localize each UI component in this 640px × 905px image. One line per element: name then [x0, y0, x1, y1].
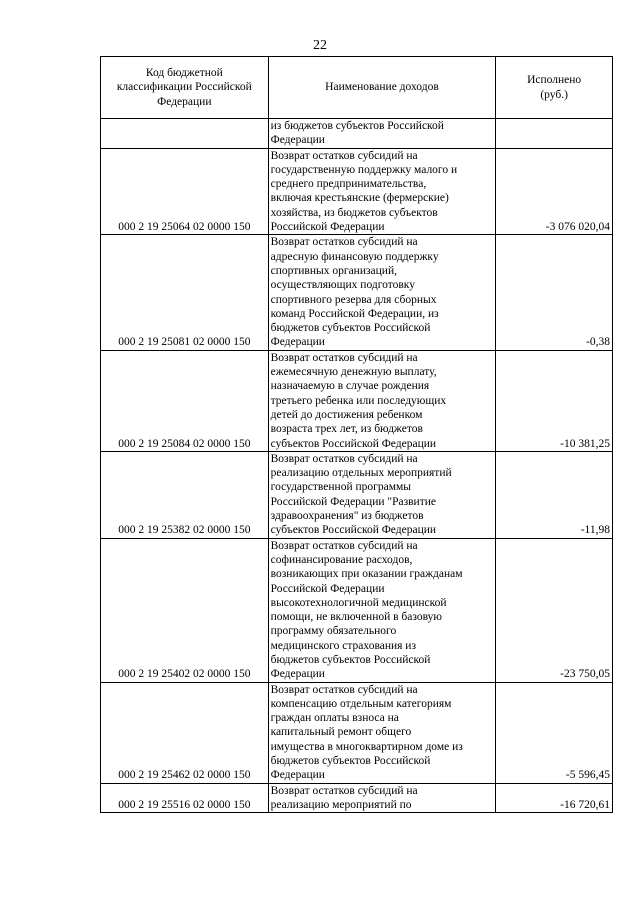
cell-name	[268, 538, 496, 682]
cell-amount: -16 720,61	[496, 783, 613, 813]
cell-amount: -10 381,25	[496, 350, 613, 451]
name-line: возраста трех лет, из бюджетов	[270, 423, 423, 436]
table-header	[101, 57, 613, 119]
name-line: Российской Федерации	[270, 582, 385, 595]
name-line: Возврат остатков субсидий на	[270, 539, 418, 552]
name-line: Российской Федерации	[270, 221, 385, 234]
cell-name	[268, 119, 496, 149]
header-code: Код бюджетной классификации Российской Федерации	[101, 57, 269, 119]
name-line: Федерации	[270, 336, 325, 349]
name-line: спортивного резерва для сборных	[270, 293, 437, 306]
table-row	[101, 148, 613, 235]
name-line: здравоохранения" из бюджетов	[270, 510, 424, 523]
name-line: из бюджетов субъектов Российской	[270, 120, 444, 132]
cell-code: 000 2 19 25081 02 0000 150	[101, 235, 269, 350]
table-row	[101, 682, 613, 783]
cell-code: 000 2 19 25064 02 0000 150	[101, 148, 269, 235]
name-line: Российской Федерации "Развитие	[270, 495, 436, 508]
name-line: бюджетов субъектов Российской	[270, 322, 431, 335]
table-row-continuation	[101, 119, 613, 149]
name-line: бюджетов субъектов Российской	[270, 755, 431, 768]
name-line: субъектов Российской Федерации	[270, 437, 437, 450]
name-line: бюджетов субъектов Российской	[270, 653, 431, 666]
cell-name	[268, 451, 496, 538]
table-row	[101, 538, 613, 682]
cell-name	[268, 350, 496, 451]
name-line: субъектов Российской Федерации	[270, 524, 437, 537]
name-line: государственную поддержку малого и	[270, 163, 458, 176]
name-line: компенсацию отдельным категориям	[270, 697, 452, 710]
name-line: спортивных организаций,	[270, 264, 397, 277]
name-line: возникающих при оказании гражданам	[270, 568, 463, 581]
name-line: граждан оплаты взноса на	[270, 712, 399, 725]
cell-amount: -0,38	[496, 235, 613, 350]
cell-code: 000 2 19 25462 02 0000 150	[101, 682, 269, 783]
name-line: ежемесячную денежную выплату,	[270, 366, 437, 379]
name-line: команд Российской Федерации, из	[270, 307, 439, 320]
name-line: третьего ребенка или последующих	[270, 394, 447, 407]
cell-name	[268, 682, 496, 783]
name-line: программу обязательного	[270, 625, 397, 638]
cell-code: 000 2 19 25084 02 0000 150	[101, 350, 269, 451]
cell-name	[268, 148, 496, 235]
name-line: высокотехнологичной медицинской	[270, 596, 447, 609]
name-line: назначаемую в случае рождения	[270, 380, 430, 393]
cell-code: 000 2 19 25402 02 0000 150	[101, 538, 269, 682]
name-line: помощи, не включенной в базовую	[270, 611, 442, 624]
name-line: включая крестьянские (фермерские)	[270, 192, 449, 205]
name-line: софинансирование расходов,	[270, 553, 413, 566]
revenue-table	[100, 56, 613, 813]
name-line: капитальный ремонт общего	[270, 726, 412, 739]
table-body	[101, 119, 613, 813]
name-line: Федерации	[270, 668, 325, 681]
name-line: Возврат остатков субсидий на	[270, 784, 418, 797]
table-row	[101, 350, 613, 451]
table-row	[101, 451, 613, 538]
name-line: имущества в многоквартирном доме из	[270, 740, 463, 753]
cell-code: 000 2 19 25382 02 0000 150	[101, 451, 269, 538]
cell-amount: -23 750,05	[496, 538, 613, 682]
name-line: Возврат остатков субсидий на	[270, 683, 418, 696]
cell-code: 000 2 19 25516 02 0000 150	[101, 783, 269, 813]
cell-amount: -3 076 020,04	[496, 148, 613, 235]
name-line: хозяйства, из бюджетов субъектов	[270, 206, 438, 219]
cell-amount: -5 596,45	[496, 682, 613, 783]
table-row	[101, 783, 613, 813]
header-name: Наименование доходов	[268, 57, 496, 119]
cell-name	[268, 235, 496, 350]
name-line: Федерации	[270, 134, 325, 147]
name-line: детей до достижения ребенком	[270, 408, 423, 421]
name-line: среднего предпринимательства,	[270, 178, 427, 191]
name-line: Федерации	[270, 769, 325, 782]
cell-amount: -11,98	[496, 451, 613, 538]
table-row	[101, 235, 613, 350]
name-line: Возврат остатков субсидий на	[270, 351, 418, 364]
name-line: Возврат остатков субсидий на	[270, 236, 418, 249]
name-line: реализацию мероприятий по	[270, 798, 412, 811]
name-line: государственной программы	[270, 481, 411, 494]
cell-name	[268, 783, 496, 813]
header-amount: Исполнено (руб.)	[496, 57, 613, 119]
page-number: 22	[313, 38, 327, 53]
name-line: Возврат остатков субсидий на	[270, 452, 418, 465]
cell-amount	[496, 119, 613, 149]
name-line: Возврат остатков субсидий на	[270, 149, 418, 162]
name-line: реализацию отдельных мероприятий	[270, 467, 452, 480]
cell-code	[101, 119, 269, 149]
name-line: медицинского страхования из	[270, 639, 416, 652]
name-line: осуществляющих подготовку	[270, 279, 415, 292]
name-line: адресную финансовую поддержку	[270, 250, 439, 263]
